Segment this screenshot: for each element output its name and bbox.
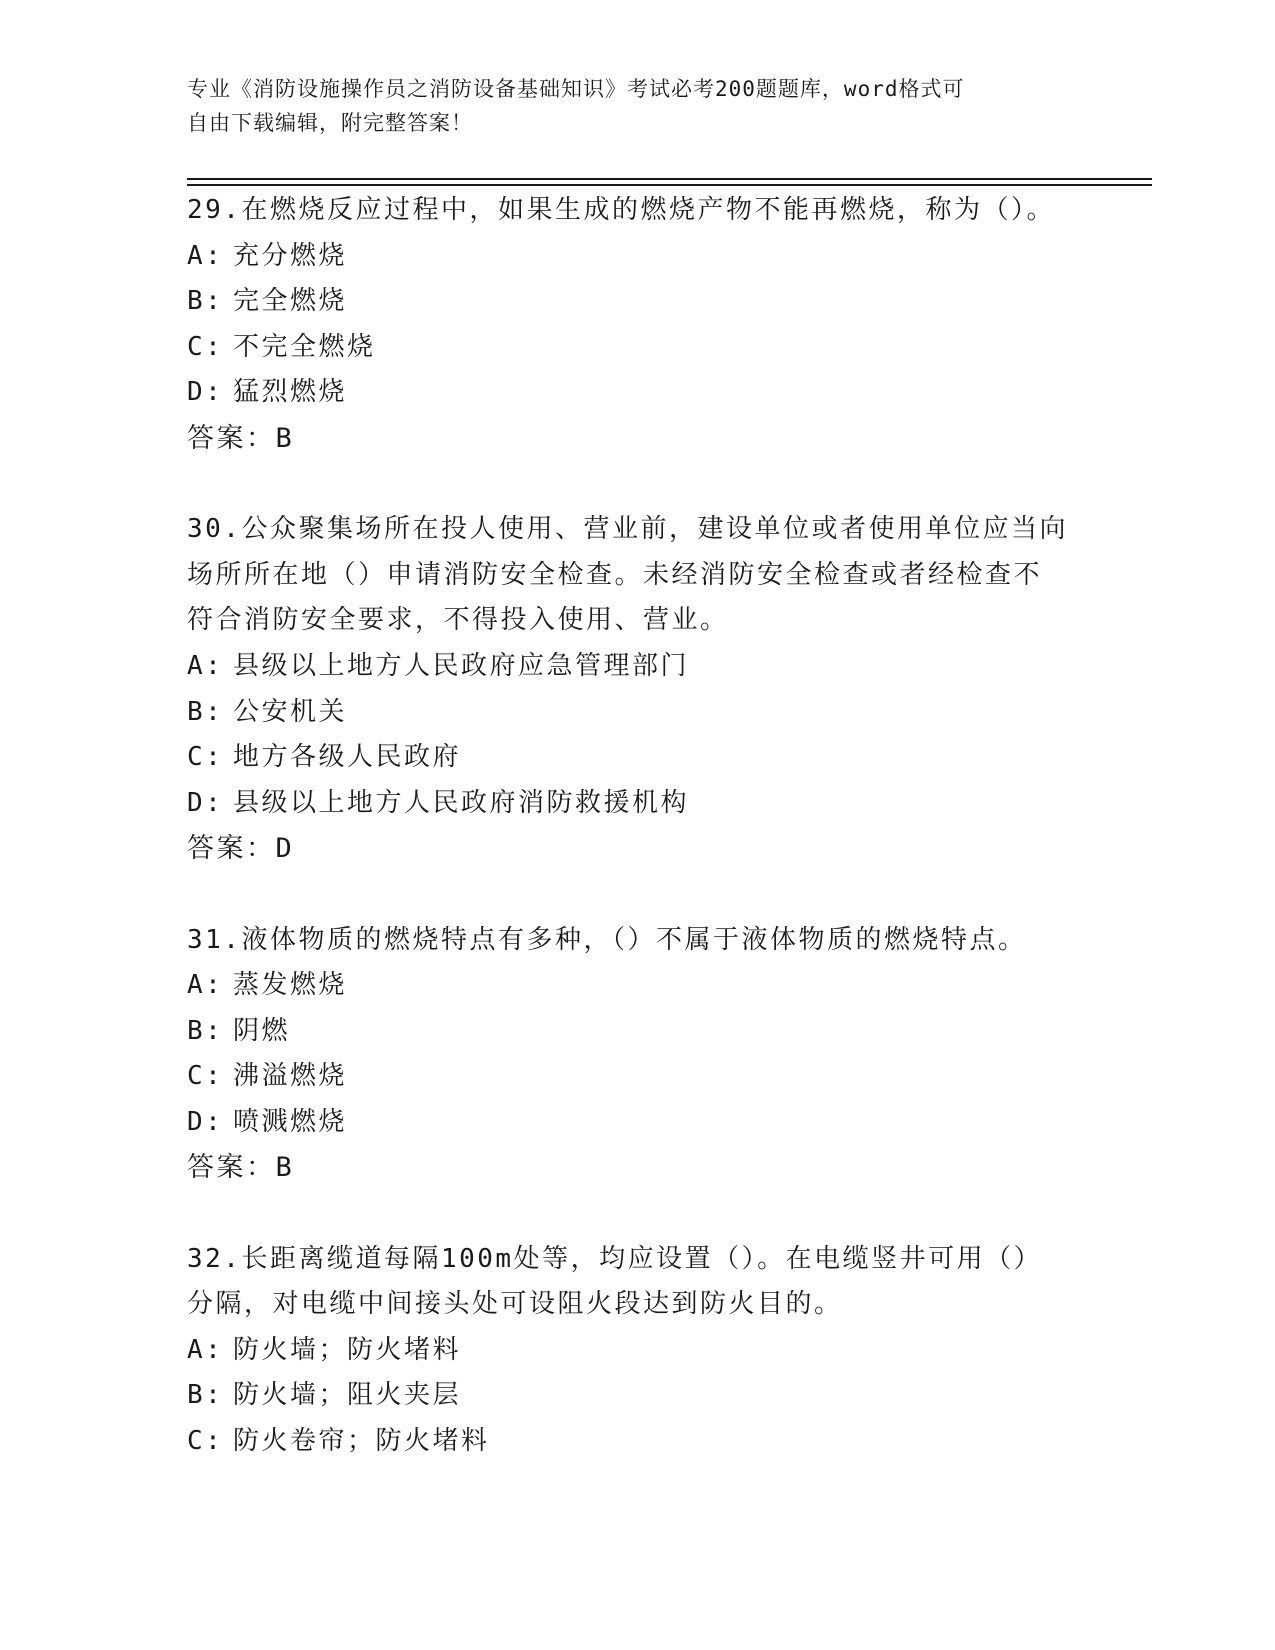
header-line-2: 自由下载编辑，附完整答案！ [187, 111, 473, 135]
question-30 [187, 507, 1147, 917]
option-key: B: [187, 286, 224, 317]
option-text: 阴燃 [233, 1015, 291, 1046]
question-text: 29.在燃烧反应过程中，如果生成的燃烧产物不能再燃烧，称为（）。 [187, 195, 1055, 225]
question-29 [187, 188, 1147, 507]
option-key: D: [187, 787, 224, 818]
question-text: 场所所在地（）申请消防安全检查。未经消防安全检查或者经检查不 [187, 559, 1043, 590]
option-b [187, 279, 1147, 325]
option-text: 县级以上地方人民政府应急管理部门 [233, 650, 690, 681]
header-rule-top [187, 178, 1152, 180]
question-text: 符合消防安全要求，不得投入使用、营业。 [187, 605, 729, 636]
option-text: 防火墙；阻火夹层 [233, 1380, 462, 1411]
option-text: 防火卷帘；防火堵料 [233, 1426, 490, 1457]
option-key: D: [187, 377, 224, 408]
option-text: 防火墙；防火堵料 [233, 1334, 462, 1365]
option-text: 蒸发燃烧 [233, 970, 348, 1001]
option-key: A: [187, 1334, 224, 1365]
option-key: A: [187, 650, 224, 681]
option-a [187, 234, 1147, 280]
answer-text: 答案：B [187, 1152, 295, 1184]
option-key: C: [187, 742, 224, 773]
option-text: 充分燃烧 [233, 240, 348, 271]
option-text: 猛烈燃烧 [233, 377, 348, 408]
option-key: B: [187, 1015, 224, 1046]
option-c [187, 735, 1147, 781]
option-text: 不完全燃烧 [233, 331, 376, 362]
option-b [187, 1373, 1147, 1419]
spacer [187, 462, 1147, 508]
answer-text: 答案：B [187, 422, 295, 454]
option-text: 县级以上地方人民政府消防救援机构 [233, 787, 690, 818]
option-key: B: [187, 696, 224, 727]
option-text: 完全燃烧 [233, 286, 348, 317]
option-text: 地方各级人民政府 [233, 742, 462, 773]
option-text: 公安机关 [233, 696, 348, 727]
question-31 [187, 918, 1147, 1237]
option-a [187, 963, 1147, 1009]
option-key: B: [187, 1380, 224, 1411]
answer-text: 答案：D [187, 833, 295, 865]
spacer [187, 1191, 1147, 1237]
option-key: C: [187, 331, 224, 362]
option-key: A: [187, 240, 224, 271]
option-c [187, 1419, 1147, 1465]
header-line-1: 专业《消防设施操作员之消防设备基础知识》考试必考200题题库，word格式可 [187, 77, 965, 101]
option-text: 沸溢燃烧 [233, 1061, 348, 1092]
option-d [187, 1100, 1147, 1146]
spacer [187, 872, 1147, 918]
option-key: C: [187, 1061, 224, 1092]
header-rule-bottom [187, 184, 1152, 186]
question-32 [187, 1237, 1147, 1465]
option-text: 喷溅燃烧 [233, 1106, 348, 1137]
question-list [187, 188, 1147, 1465]
option-d [187, 370, 1147, 416]
option-b [187, 1009, 1147, 1055]
option-c [187, 325, 1147, 371]
option-b [187, 690, 1147, 736]
option-c [187, 1054, 1147, 1100]
question-text: 30.公众聚集场所在投人使用、营业前，建设单位或者使用单位应当向 [187, 514, 1068, 545]
option-a [187, 1328, 1147, 1374]
question-text: 31.液体物质的燃烧特点有多种，（）不属于液体物质的燃烧特点。 [187, 924, 1027, 955]
option-key: A: [187, 970, 224, 1001]
document-header [187, 72, 1087, 140]
option-d [187, 781, 1147, 827]
option-key: C: [187, 1426, 224, 1457]
question-text: 32.长距离缆道每隔100m处等，均应设置（）。在电缆竖井可用（） [187, 1243, 1043, 1274]
question-text: 分隔，对电缆中间接头处可设阻火段达到防火目的。 [187, 1289, 843, 1320]
option-key: D: [187, 1106, 224, 1137]
option-a [187, 644, 1147, 690]
